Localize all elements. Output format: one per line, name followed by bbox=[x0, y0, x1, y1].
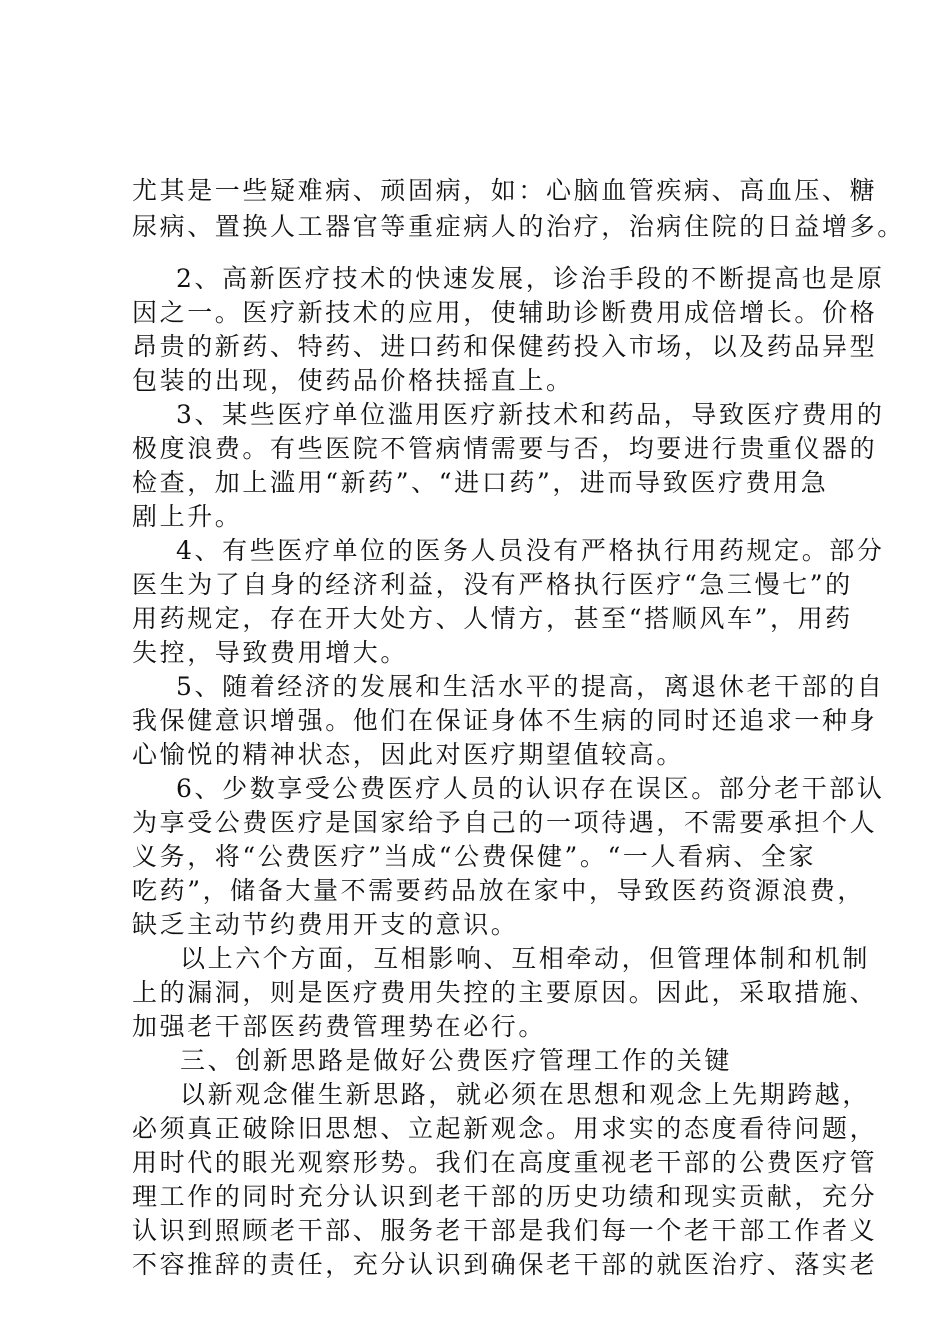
text-line: 极度浪费。有些医院不管病情需要与否，均要进行贵重仪器的 bbox=[132, 434, 878, 463]
text-line: 认识到照顾老干部、服务老干部是我们每一个老干部工作者义 bbox=[132, 1216, 878, 1245]
text-line: 必须真正破除旧思想、立起新观念。用求实的态度看待问题， bbox=[132, 1114, 878, 1143]
text-line: 加强老干部医药费管理势在必行。 bbox=[132, 1012, 547, 1041]
paragraph-first-line: 以新观念催生新思路，就必须在思想和观念上先期跨越， bbox=[180, 1080, 871, 1109]
paragraph-first-line: 5、随着经济的发展和生活水平的提高，离退休老干部的自 bbox=[176, 672, 885, 701]
text-line: 尿病、置换人工器官等重症病人的治疗，治病住院的日益增多。 bbox=[132, 212, 905, 241]
text-line: 昂贵的新药、特药、进口药和保健药投入市场，以及药品异型 bbox=[132, 332, 878, 361]
text-line: 剧上升。 bbox=[132, 502, 243, 531]
text-line: 用时代的眼光观察形势。我们在高度重视老干部的公费医疗管 bbox=[132, 1148, 878, 1177]
section-heading: 三、创新思路是做好公费医疗管理工作的关键 bbox=[180, 1046, 733, 1075]
text-line: 不容推辞的责任，充分认识到确保老干部的就医治疗、落实老 bbox=[132, 1250, 878, 1279]
text-line: 理工作的同时充分认识到老干部的历史功绩和现实贡献，充分 bbox=[132, 1182, 878, 1211]
text-line: 检查，加上滥用“新药”、“进口药”，进而导致医疗费用急 bbox=[132, 468, 829, 497]
text-line: 医生为了自身的经济利益，没有严格执行医疗“急三慢七”的 bbox=[132, 570, 853, 599]
text-line: 用药规定，存在开大处方、人情方，甚至“搭顺风车”，用药 bbox=[132, 604, 853, 633]
text-line: 心愉悦的精神状态，因此对医疗期望值较高。 bbox=[132, 740, 685, 769]
paragraph-first-line: 4、有些医疗单位的医务人员没有严格执行用药规定。部分 bbox=[176, 536, 885, 565]
paragraph-first-line: 2、高新医疗技术的快速发展，诊治手段的不断提高也是原 bbox=[176, 264, 885, 293]
text-line: 吃药”，储备大量不需要药品放在家中，导致医药资源浪费， bbox=[132, 876, 865, 905]
paragraph-first-line: 3、某些医疗单位滥用医疗新技术和药品，导致医疗费用的 bbox=[176, 400, 885, 429]
text-line: 失控，导致费用增大。 bbox=[132, 638, 409, 667]
text-line: 我保健意识增强。他们在保证身体不生病的同时还追求一种身 bbox=[132, 706, 878, 735]
paragraph-first-line: 以上六个方面，互相影响、互相牵动，但管理体制和机制 bbox=[180, 944, 871, 973]
paragraph-first-line: 6、少数享受公费医疗人员的认识存在误区。部分老干部认 bbox=[176, 774, 885, 803]
text-line: 因之一。医疗新技术的应用，使辅助诊断费用成倍增长。价格 bbox=[132, 298, 878, 327]
text-line: 上的漏洞，则是医疗费用失控的主要原因。因此，采取措施、 bbox=[132, 978, 878, 1007]
text-line: 尤其是一些疑难病、顽固病，如：心脑血管疾病、高血压、糖 bbox=[132, 176, 878, 205]
text-line: 包装的出现，使药品价格扶摇直上。 bbox=[132, 366, 574, 395]
text-line: 缺乏主动节约费用开支的意识。 bbox=[132, 910, 519, 939]
text-line: 为享受公费医疗是国家给予自己的一项待遇，不需要承担个人 bbox=[132, 808, 878, 837]
text-line: 义务，将“公费医疗”当成“公费保健”。“一人看病、全家 bbox=[132, 842, 817, 871]
